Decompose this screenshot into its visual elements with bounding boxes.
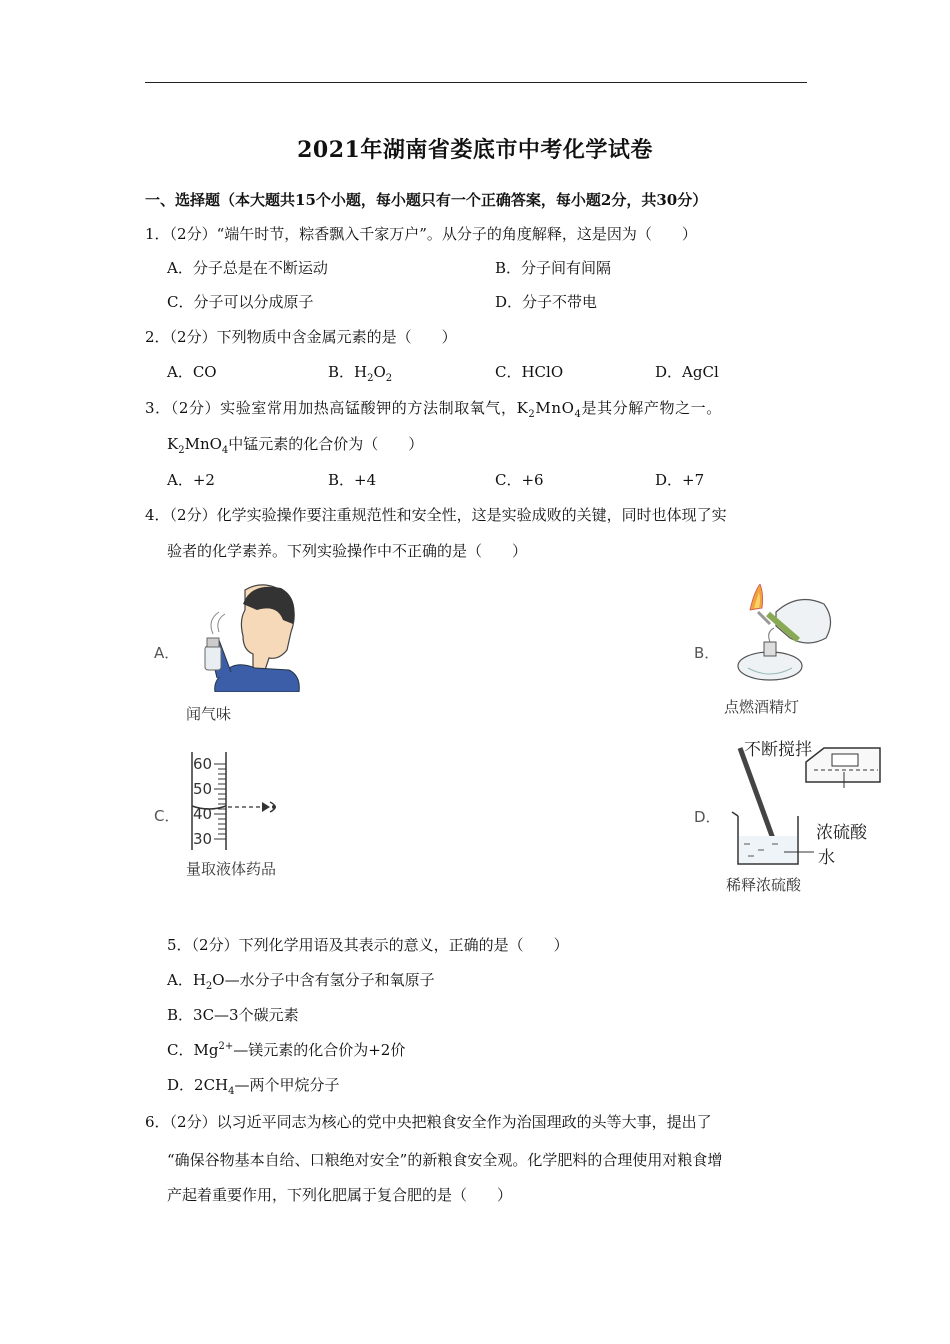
q3-option-b: B．+4: [328, 471, 377, 489]
fig-d-water-label: 水: [818, 848, 835, 868]
fig-b-alcohol-lamp-illustration: [728, 584, 838, 690]
fig-c-tick-30: 30: [193, 830, 213, 848]
q3-stem-line1: 3．（2分）实验室常用加热高锰酸钾的方法制取氧气，$K_2MnO_4$是其分解产物之一。: [145, 399, 722, 420]
q2-option-c: C．HClO: [495, 363, 564, 381]
fig-d-label: D．: [694, 808, 721, 826]
q4-stem-line2: 验者的化学素养。下列实验操作中不正确的是（ ）: [167, 542, 528, 560]
fig-b-label: B．: [694, 644, 720, 662]
q2-option-d: D．AgCl: [655, 363, 719, 381]
header-rule: [145, 82, 807, 83]
fig-c-tick-60: 60: [193, 755, 213, 773]
q6-stem-line2: “确保谷物基本自给、口粮绝对安全”的新粮食安全观。化学肥料的合理使用对粮食增: [167, 1151, 723, 1169]
q1-option-c: C．分子可以分成原子: [167, 293, 314, 311]
fig-d-acid-label: 浓硫酸: [816, 823, 867, 843]
q2-option-a: A．CO: [167, 363, 217, 381]
q5-option-a: A．$H_2O—$水分子中含有氢分子和氧原子: [167, 971, 435, 992]
q5-stem: 5．（2分）下列化学用语及其表示的意义，正确的是（ ）: [167, 936, 569, 954]
q1-option-d: D．分子不带电: [495, 293, 598, 311]
q5-option-c: C．$Mg^{2+}—$镁元素的化合价为+2价: [167, 1041, 406, 1059]
q6-stem-line3: 产起着重要作用，下列化肥属于复合肥的是（ ）: [167, 1186, 513, 1204]
q1-option-b: B．分子间有间隔: [495, 259, 612, 277]
q3-option-a: A．+2: [167, 471, 215, 489]
q2-stem: 2．（2分）下列物质中含金属元素的是（ ）: [145, 328, 457, 346]
fig-c-label: C．: [154, 807, 180, 825]
q4-stem-line1: 4．（2分）化学实验操作要注重规范性和安全性，这是实验成败的关键，同时也体现了实: [145, 506, 727, 524]
fig-c-tick-50: 50: [193, 780, 213, 798]
q3-stem-line2: $K_2MnO_4$中锰元素的化合价为（ ）: [167, 435, 424, 456]
fig-a-caption: 闻气味: [186, 705, 232, 723]
q1-stem: 1．（2分）“端午时节，粽香飘入千家万户”。从分子的角度解释，这是因为（ ）: [145, 225, 697, 243]
page-title: 2021年湖南省娄底市中考化学试卷: [297, 137, 653, 163]
fig-c-caption: 量取液体药品: [186, 860, 277, 878]
fig-b-caption: 点燃酒精灯: [724, 698, 800, 716]
q3-option-c: C．+6: [495, 471, 544, 489]
q3-option-d: D．+7: [655, 471, 705, 489]
q6-stem-line1: 6．（2分）以习近平同志为核心的党中央把粮食安全作为治国理政的头等大事，提出了: [145, 1113, 712, 1131]
q1-option-a: A．分子总是在不断运动: [167, 259, 328, 277]
fig-d-stir-label: 不断搅拌: [744, 740, 812, 760]
section-heading: 一、选择题（本大题共15个小题，每小题只有一个正确答案，每小题2分，共30分）: [145, 191, 708, 209]
fig-c-tick-40: 40: [193, 805, 213, 823]
fig-a-smelling-illustration: [195, 580, 305, 692]
fig-a-label: A．: [154, 644, 180, 662]
fig-d-caption: 稀释浓硫酸: [726, 876, 802, 894]
q5-option-d: D．$2CH_4—$两个甲烷分子: [167, 1076, 340, 1097]
q2-option-b: B．$H_2O_2$: [328, 363, 393, 384]
q5-option-b: B．3C—3个碳元素: [167, 1006, 299, 1024]
fig-d-dilution-illustration: [724, 740, 884, 874]
